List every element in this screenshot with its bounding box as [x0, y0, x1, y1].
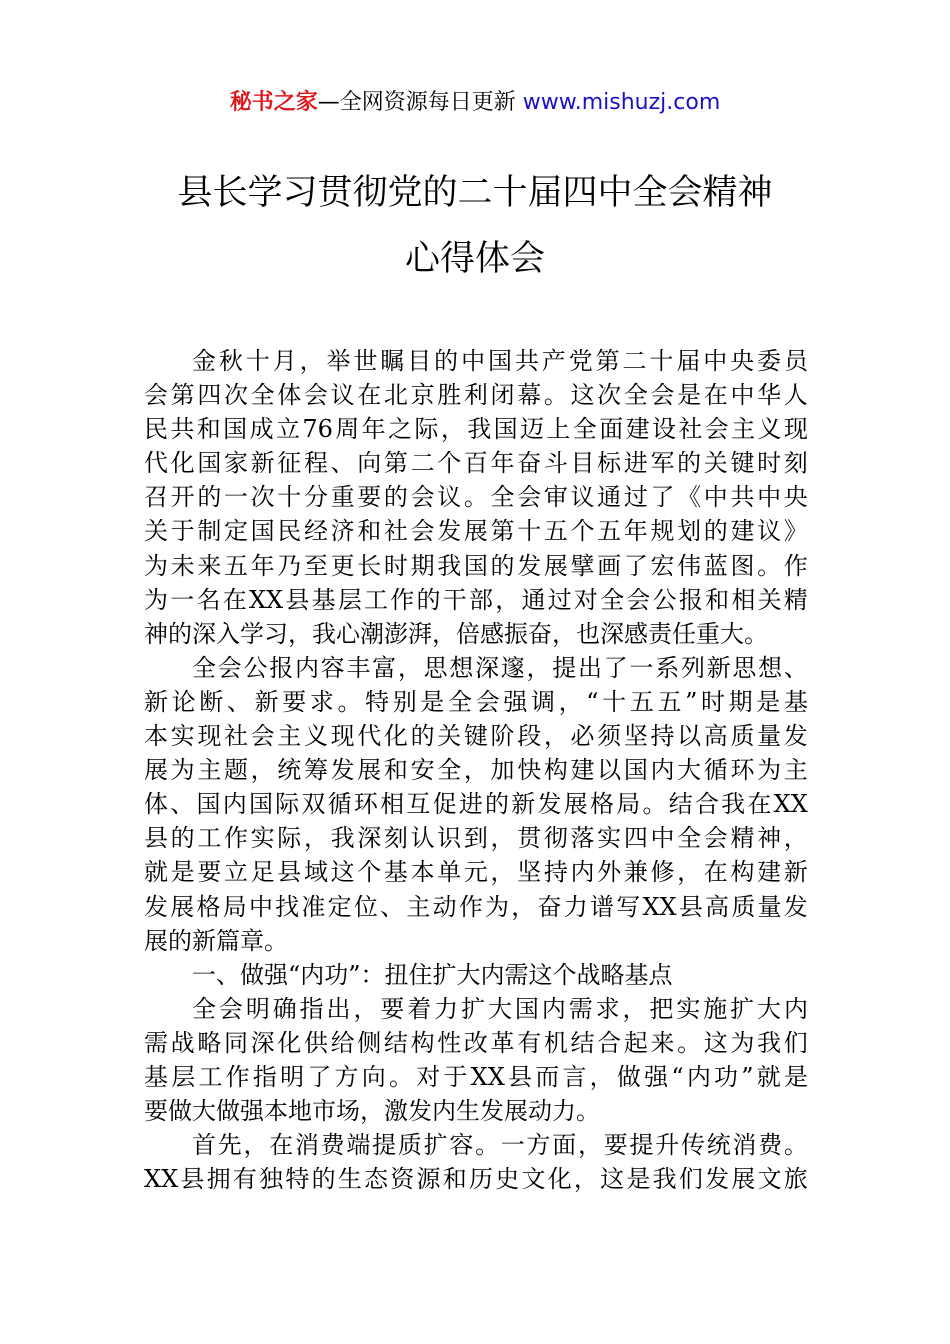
body-line: XX 县 拥 有 独 特 的 生 态 资 源 和 历 史 文 化 ， 这 是 我 们 发 展 文 旅	[144, 1165, 808, 1194]
body-line: 展的新篇章。	[144, 926, 288, 955]
body-line: 会 第 四 次 全 体 会 议 在 北 京 胜 利 闭 幕 。 这 次 全 会 是 在 中 华 人	[144, 381, 808, 410]
body-text	[144, 344, 808, 1196]
body-line: 新 论 断 、 新 要 求 。 特 别 是 全 会 强 调 ， “ 十 五 五 ” 时 期 是 基	[144, 687, 808, 716]
body-line: 县 的 工 作 实 际 ， 我 深 刻 认 识 到 ， 贯 彻 落 实 四 中 全 会 精 神 ，	[144, 824, 808, 853]
header-tagline: —全网资源每日更新	[317, 90, 516, 115]
brand-name[interactable]: 秘书之家	[229, 90, 318, 115]
header-banner	[0, 86, 950, 120]
body-line: 全 会 明 确 指 出 ， 要 着 力 扩 大 国 内 需 求 ， 把 实 施 扩 大 内	[192, 994, 808, 1023]
document-title	[0, 160, 950, 292]
body-line: 为 未 来 五 年 乃 至 更 长 时 期 我 国 的 发 展 擘 画 了 宏 伟 蓝 图 。 作	[144, 551, 808, 580]
body-line: 需 战 略 同 深 化 供 给 侧 结 构 性 改 革 有 机 结 合 起 来 。 这 为 我 们	[144, 1028, 808, 1057]
body-line: 就 是 要 立 足 县 域 这 个 基 本 单 元 ， 坚 持 内 外 兼 修 ， 在 构 建 新	[144, 858, 808, 887]
body-line: 关 于 制 定 国 民 经 济 和 社 会 发 展 第 十 五 个 五 年 规 划 的 建 议 》	[144, 517, 808, 546]
body-line: 要做大做强本地市场，激发内生发展动力。	[144, 1097, 600, 1126]
title-line-2: 心得体会	[404, 239, 545, 279]
body-line: 神的深入学习，我心潮澎湃，倍感振奋，也深感责任重大。	[144, 619, 768, 648]
body-line: 基 层 工 作 指 明 了 方 向 。 对 于 XX 县 而 言 ， 做 强 “ 内 功 ” 就 是	[144, 1062, 808, 1091]
body-line: 体 、 国 内 国 际 双 循 环 相 互 促 进 的 新 发 展 格 局 。 结 合 我 在 XX	[144, 790, 808, 819]
body-line: 召 开 的 一 次 十 分 重 要 的 会 议 。 全 会 审 议 通 过 了 《 中 共 中 央	[144, 483, 808, 512]
body-line: 发 展 格 局 中 找 准 定 位 、 主 动 作 为 ， 奋 力 谱 写 XX 县 高 质 量 发	[144, 892, 808, 921]
body-line: 本 实 现 社 会 主 义 现 代 化 的 关 键 阶 段 ， 必 须 坚 持 以 高 质 量 发	[144, 722, 808, 751]
site-url-link[interactable]: www.mishuzj.com	[522, 90, 721, 115]
body-line: 首 先 ， 在 消 费 端 提 质 扩 容 。 一 方 面 ， 要 提 升 传 统 消 费 。	[192, 1131, 808, 1160]
body-line: 民 共 和 国 成 立 76 周 年 之 际 ， 我 国 迈 上 全 面 建 设 社 会 主 义 现	[144, 415, 808, 444]
body-line: 全 会 公 报 内 容 丰 富 ， 思 想 深 邃 ， 提 出 了 一 系 列 新 思 想 、	[192, 653, 808, 682]
body-line: 展 为 主 题 ， 统 筹 发 展 和 安 全 ， 加 快 构 建 以 国 内 大 循 环 为 主	[144, 756, 808, 785]
body-line: 为 一 名 在 XX 县 基 层 工 作 的 干 部 ， 通 过 对 全 会 公 报 和 相 关 精	[144, 585, 808, 614]
body-line: 金 秋 十 月 ， 举 世 瞩 目 的 中 国 共 产 党 第 二 十 届 中 央 委 员	[192, 347, 808, 375]
title-line-1: 县长学习贯彻党的二十届四中全会精神	[177, 173, 773, 213]
body-line: 一、做强“内功”：扭住扩大内需这个战略基点	[192, 960, 673, 989]
body-line: 代 化 国 家 新 征 程 、 向 第 二 个 百 年 奋 斗 目 标 进 军 的 关 键 时 刻	[144, 449, 808, 478]
